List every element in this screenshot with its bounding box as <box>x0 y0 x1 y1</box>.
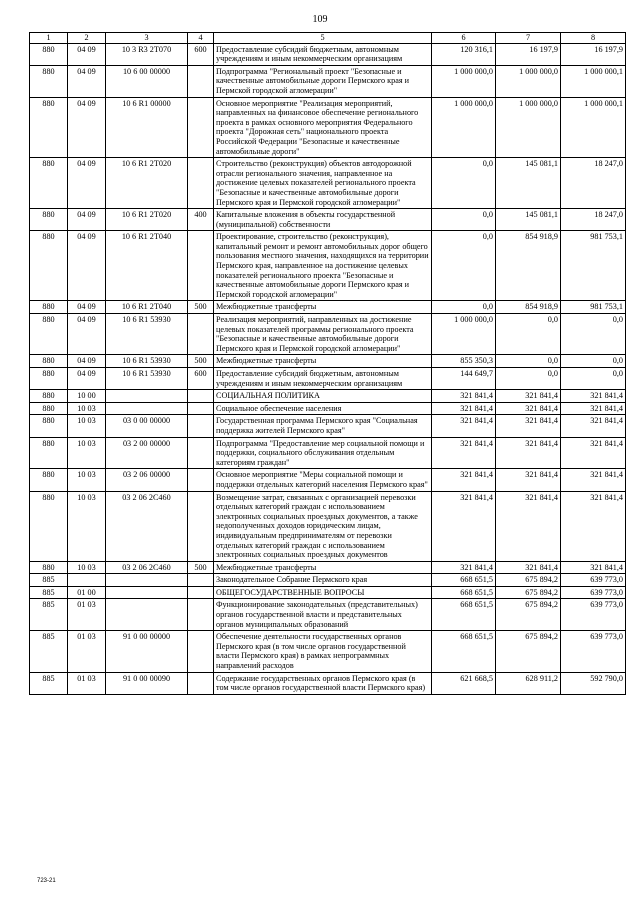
admin-code-cell: 880 <box>30 469 68 491</box>
description-cell: Основное мероприятие "Реализация мероприятий, направленных на финансовое обеспечение регионального проекта в рамках основного мероприятия Федерального проекта "Дорожная сеть" национального проекта Российской Федерации "Безопасные и качественные автомобильные дороги" <box>214 97 432 158</box>
amount-2021-cell: 621 668,5 <box>432 672 496 694</box>
description-cell: Подпрограмма "Предоставление мер социальной помощи и поддержки, социального обслуживания отдельным категориям граждан" <box>214 437 432 469</box>
admin-code-cell: 880 <box>30 561 68 574</box>
amount-2021-cell: 321 841,4 <box>432 402 496 415</box>
description-cell: Предоставление субсидий бюджетным, автономным учреждениям и иным некоммерческим организациям <box>214 43 432 65</box>
expense-type-cell <box>188 314 214 355</box>
amount-2021-cell: 0,0 <box>432 209 496 231</box>
amount-2023-cell: 321 841,4 <box>561 437 626 469</box>
target-article-cell: 10 6 R1 2T020 <box>106 209 188 231</box>
description-cell: Межбюджетные трансферты <box>214 355 432 368</box>
amount-2023-cell: 0,0 <box>561 368 626 390</box>
amount-2021-cell: 321 841,4 <box>432 561 496 574</box>
amount-2021-cell: 321 841,4 <box>432 390 496 403</box>
amount-2022-cell: 321 841,4 <box>496 390 561 403</box>
admin-code-cell: 880 <box>30 209 68 231</box>
table-row <box>30 631 626 672</box>
section-code-cell: 04 09 <box>68 158 106 209</box>
amount-2022-cell: 321 841,4 <box>496 491 561 561</box>
section-code-cell: 04 09 <box>68 301 106 314</box>
amount-2022-cell: 854 918,9 <box>496 231 561 301</box>
section-code-cell: 04 09 <box>68 355 106 368</box>
section-code-cell <box>68 574 106 587</box>
description-cell: Межбюджетные трансферты <box>214 301 432 314</box>
expense-type-cell <box>188 402 214 415</box>
amount-2022-cell: 675 894,2 <box>496 599 561 631</box>
table-row <box>30 355 626 368</box>
amount-2022-cell: 321 841,4 <box>496 415 561 437</box>
table-body <box>30 43 626 694</box>
table-row <box>30 599 626 631</box>
expense-type-cell: 600 <box>188 43 214 65</box>
table-row <box>30 97 626 158</box>
target-article-cell: 10 6 R1 53930 <box>106 314 188 355</box>
expense-type-cell <box>188 574 214 587</box>
section-code-cell: 04 09 <box>68 368 106 390</box>
table-row <box>30 574 626 587</box>
description-cell: Обеспечение деятельности государственных органов Пермского края (в том числе органов государственной власти Пермского края) в рамках непрограммных направлений расходов <box>214 631 432 672</box>
amount-2021-cell: 144 649,7 <box>432 368 496 390</box>
target-article-cell <box>106 574 188 587</box>
section-code-cell: 04 09 <box>68 231 106 301</box>
target-article-cell <box>106 402 188 415</box>
amount-2021-cell: 321 841,4 <box>432 437 496 469</box>
expense-type-cell <box>188 390 214 403</box>
amount-2021-cell: 120 316,1 <box>432 43 496 65</box>
amount-2023-cell: 321 841,4 <box>561 561 626 574</box>
expense-type-cell <box>188 437 214 469</box>
amount-2022-cell: 321 841,4 <box>496 469 561 491</box>
amount-2023-cell: 321 841,4 <box>561 390 626 403</box>
column-header-4: 4 <box>188 33 214 44</box>
page-number: 109 <box>312 14 328 25</box>
table-row <box>30 491 626 561</box>
section-code-cell: 10 03 <box>68 491 106 561</box>
amount-2021-cell: 1 000 000,0 <box>432 314 496 355</box>
amount-2021-cell: 321 841,4 <box>432 469 496 491</box>
amount-2022-cell: 675 894,2 <box>496 574 561 587</box>
section-code-cell: 10 03 <box>68 415 106 437</box>
amount-2022-cell: 854 918,9 <box>496 301 561 314</box>
column-header-2: 2 <box>68 33 106 44</box>
amount-2023-cell: 1 000 000,1 <box>561 97 626 158</box>
amount-2022-cell: 675 894,2 <box>496 586 561 599</box>
amount-2022-cell: 321 841,4 <box>496 561 561 574</box>
target-article-cell: 10 6 R1 2T040 <box>106 231 188 301</box>
amount-2022-cell: 321 841,4 <box>496 437 561 469</box>
budget-table <box>29 32 626 695</box>
section-code-cell: 01 03 <box>68 599 106 631</box>
amount-2023-cell: 0,0 <box>561 314 626 355</box>
admin-code-cell: 880 <box>30 355 68 368</box>
target-article-cell: 10 6 R1 2T020 <box>106 158 188 209</box>
description-cell: Межбюджетные трансферты <box>214 561 432 574</box>
admin-code-cell: 885 <box>30 599 68 631</box>
amount-2021-cell: 1 000 000,0 <box>432 97 496 158</box>
target-article-cell: 10 6 R1 53930 <box>106 355 188 368</box>
target-article-cell: 03 2 06 2C460 <box>106 561 188 574</box>
column-header-6: 6 <box>432 33 496 44</box>
section-code-cell: 04 09 <box>68 65 106 97</box>
target-article-cell: 91 0 00 00000 <box>106 631 188 672</box>
amount-2022-cell: 628 911,2 <box>496 672 561 694</box>
admin-code-cell: 885 <box>30 672 68 694</box>
admin-code-cell: 880 <box>30 97 68 158</box>
amount-2023-cell: 0,0 <box>561 355 626 368</box>
admin-code-cell: 880 <box>30 43 68 65</box>
expense-type-cell <box>188 586 214 599</box>
amount-2022-cell: 675 894,2 <box>496 631 561 672</box>
section-code-cell: 04 09 <box>68 314 106 355</box>
expense-type-cell: 500 <box>188 561 214 574</box>
table-row <box>30 402 626 415</box>
target-article-cell: 03 0 00 00000 <box>106 415 188 437</box>
amount-2023-cell: 1 000 000,1 <box>561 65 626 97</box>
target-article-cell <box>106 599 188 631</box>
table-row <box>30 43 626 65</box>
expense-type-cell <box>188 599 214 631</box>
table-row <box>30 437 626 469</box>
target-article-cell: 10 3 R3 2T070 <box>106 43 188 65</box>
description-cell: Социальное обеспечение населения <box>214 402 432 415</box>
expense-type-cell <box>188 672 214 694</box>
admin-code-cell: 880 <box>30 158 68 209</box>
amount-2023-cell: 16 197,9 <box>561 43 626 65</box>
description-cell: Возмещение затрат, связанных с организацией перевозки отдельных категорий граждан с использованием электронных социальных проездных документов, а также недополученных доходов юридическим лицам, индивидуальным предпринимателям от перевозки отдельных категорий граждан с использованием электронных социальных проездных документов <box>214 491 432 561</box>
amount-2021-cell: 668 651,5 <box>432 631 496 672</box>
amount-2023-cell: 639 773,0 <box>561 574 626 587</box>
admin-code-cell: 880 <box>30 415 68 437</box>
section-code-cell: 10 03 <box>68 402 106 415</box>
table-row <box>30 672 626 694</box>
admin-code-cell: 880 <box>30 491 68 561</box>
header-row <box>30 33 626 44</box>
amount-2022-cell: 321 841,4 <box>496 402 561 415</box>
target-article-cell: 03 2 00 00000 <box>106 437 188 469</box>
amount-2022-cell: 0,0 <box>496 368 561 390</box>
table-row <box>30 390 626 403</box>
target-article-cell: 10 6 00 00000 <box>106 65 188 97</box>
admin-code-cell: 885 <box>30 631 68 672</box>
amount-2022-cell: 1 000 000,0 <box>496 97 561 158</box>
amount-2023-cell: 592 790,0 <box>561 672 626 694</box>
section-code-cell: 10 03 <box>68 469 106 491</box>
expense-type-cell <box>188 469 214 491</box>
expense-type-cell: 500 <box>188 301 214 314</box>
amount-2021-cell: 0,0 <box>432 231 496 301</box>
target-article-cell: 91 0 00 00090 <box>106 672 188 694</box>
amount-2021-cell: 668 651,5 <box>432 586 496 599</box>
section-code-cell: 10 03 <box>68 561 106 574</box>
amount-2023-cell: 639 773,0 <box>561 586 626 599</box>
description-cell: Законодательное Собрание Пермского края <box>214 574 432 587</box>
section-code-cell: 01 03 <box>68 631 106 672</box>
admin-code-cell: 880 <box>30 314 68 355</box>
description-cell: ОБЩЕГОСУДАРСТВЕННЫЕ ВОПРОСЫ <box>214 586 432 599</box>
expense-type-cell <box>188 631 214 672</box>
admin-code-cell: 880 <box>30 402 68 415</box>
target-article-cell: 10 6 R1 2T040 <box>106 301 188 314</box>
expense-type-cell <box>188 158 214 209</box>
table-row <box>30 469 626 491</box>
column-header-8: 8 <box>561 33 626 44</box>
table-row <box>30 158 626 209</box>
admin-code-cell: 880 <box>30 368 68 390</box>
amount-2022-cell: 0,0 <box>496 355 561 368</box>
description-cell: Капитальные вложения в объекты государственной (муниципальной) собственности <box>214 209 432 231</box>
amount-2021-cell: 668 651,5 <box>432 599 496 631</box>
table-row <box>30 65 626 97</box>
table-row <box>30 561 626 574</box>
target-article-cell: 03 2 06 00000 <box>106 469 188 491</box>
amount-2023-cell: 321 841,4 <box>561 469 626 491</box>
description-cell: Основное мероприятие "Меры социальной помощи и поддержки отдельных категорий населения Пермского края" <box>214 469 432 491</box>
description-cell: Реализация мероприятий, направленных на достижение целевых показателей программы регионального проекта "Безопасные и качественные автомобильные дороги Пермского края и Пермской городской агломерации" <box>214 314 432 355</box>
expense-type-cell <box>188 65 214 97</box>
amount-2021-cell: 321 841,4 <box>432 491 496 561</box>
expense-type-cell: 400 <box>188 209 214 231</box>
expense-type-cell: 500 <box>188 355 214 368</box>
expense-type-cell <box>188 231 214 301</box>
section-code-cell: 01 03 <box>68 672 106 694</box>
amount-2021-cell: 668 651,5 <box>432 574 496 587</box>
expense-type-cell: 600 <box>188 368 214 390</box>
table-row <box>30 314 626 355</box>
description-cell: Проектирование, строительство (реконструкция), капитальный ремонт и ремонт автомобильных дорог общего пользования местного значения, находящихся на территории Пермского края, направленное на достижение целевых показателей регионального проекта "Безопасные и качественные автомобильные дороги Пермского края и Пермской городской агломерации" <box>214 231 432 301</box>
description-cell: Содержание государственных органов Пермского края (в том числе органов государственной власти Пермского края) <box>214 672 432 694</box>
amount-2023-cell: 981 753,1 <box>561 301 626 314</box>
amount-2022-cell: 1 000 000,0 <box>496 65 561 97</box>
amount-2023-cell: 321 841,4 <box>561 491 626 561</box>
table-row <box>30 415 626 437</box>
description-cell: Функционирование законодательных (представительных) органов государственной власти и представительных органов муниципальных образований <box>214 599 432 631</box>
column-header-3: 3 <box>106 33 188 44</box>
description-cell: Предоставление субсидий бюджетным, автономным учреждениям и иным некоммерческим организациям <box>214 368 432 390</box>
table-row <box>30 231 626 301</box>
table-row <box>30 586 626 599</box>
expense-type-cell <box>188 415 214 437</box>
section-code-cell: 04 09 <box>68 97 106 158</box>
admin-code-cell: 885 <box>30 574 68 587</box>
amount-2023-cell: 321 841,4 <box>561 415 626 437</box>
amount-2023-cell: 18 247,0 <box>561 158 626 209</box>
amount-2021-cell: 1 000 000,0 <box>432 65 496 97</box>
amount-2021-cell: 855 350,3 <box>432 355 496 368</box>
description-cell: Строительство (реконструкция) объектов автодорожной отрасли регионального значения, направленное на достижение целевых показателей регионального проекта "Безопасные и качественные автомобильные дороги Пермского края и Пермской городской агломерации" <box>214 158 432 209</box>
target-article-cell: 10 6 R1 53930 <box>106 368 188 390</box>
admin-code-cell: 880 <box>30 437 68 469</box>
column-header-5: 5 <box>214 33 432 44</box>
table-row <box>30 368 626 390</box>
description-cell: СОЦИАЛЬНАЯ ПОЛИТИКА <box>214 390 432 403</box>
admin-code-cell: 880 <box>30 231 68 301</box>
amount-2023-cell: 639 773,0 <box>561 631 626 672</box>
target-article-cell: 03 2 06 2C460 <box>106 491 188 561</box>
admin-code-cell: 880 <box>30 65 68 97</box>
amount-2023-cell: 321 841,4 <box>561 402 626 415</box>
amount-2021-cell: 0,0 <box>432 158 496 209</box>
amount-2022-cell: 145 081,1 <box>496 209 561 231</box>
amount-2021-cell: 321 841,4 <box>432 415 496 437</box>
table-row <box>30 301 626 314</box>
section-code-cell: 01 00 <box>68 586 106 599</box>
target-article-cell <box>106 390 188 403</box>
amount-2022-cell: 16 197,9 <box>496 43 561 65</box>
table-row <box>30 209 626 231</box>
section-code-cell: 04 09 <box>68 209 106 231</box>
admin-code-cell: 885 <box>30 586 68 599</box>
amount-2021-cell: 0,0 <box>432 301 496 314</box>
footer-code: 723-21 <box>37 878 56 884</box>
amount-2023-cell: 981 753,1 <box>561 231 626 301</box>
section-code-cell: 10 03 <box>68 437 106 469</box>
amount-2022-cell: 145 081,1 <box>496 158 561 209</box>
table-header <box>30 33 626 44</box>
amount-2022-cell: 0,0 <box>496 314 561 355</box>
description-cell: Подпрограмма "Региональный проект "Безопасные и качественные автомобильные дороги Пермского края и Пермской городской агломерации" <box>214 65 432 97</box>
expense-type-cell <box>188 491 214 561</box>
column-header-7: 7 <box>496 33 561 44</box>
section-code-cell: 04 09 <box>68 43 106 65</box>
amount-2023-cell: 18 247,0 <box>561 209 626 231</box>
admin-code-cell: 880 <box>30 390 68 403</box>
amount-2023-cell: 639 773,0 <box>561 599 626 631</box>
admin-code-cell: 880 <box>30 301 68 314</box>
target-article-cell: 10 6 R1 00000 <box>106 97 188 158</box>
target-article-cell <box>106 586 188 599</box>
section-code-cell: 10 00 <box>68 390 106 403</box>
expense-type-cell <box>188 97 214 158</box>
description-cell: Государственная программа Пермского края "Социальная поддержка жителей Пермского края" <box>214 415 432 437</box>
column-header-1: 1 <box>30 33 68 44</box>
